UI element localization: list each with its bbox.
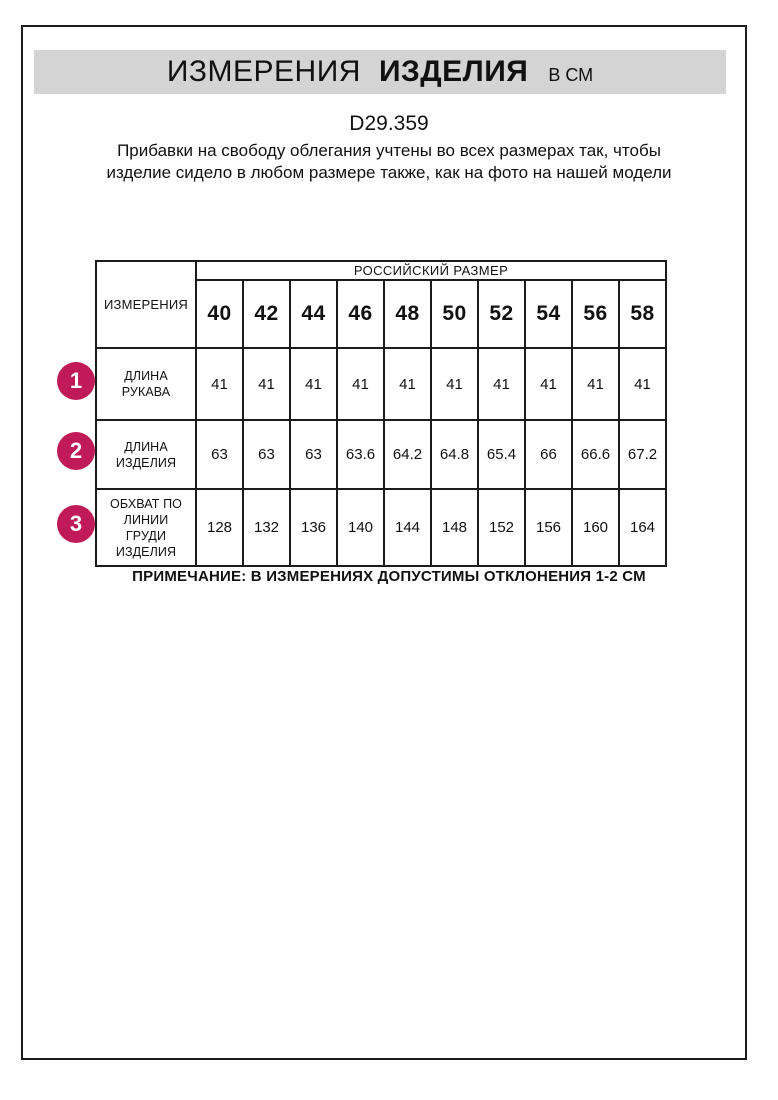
size-header-cell: 40 — [196, 280, 243, 348]
value-cell: 152 — [478, 489, 525, 566]
value-cell: 160 — [572, 489, 619, 566]
product-code: D29.359 — [349, 112, 429, 135]
size-header-cell: 56 — [572, 280, 619, 348]
value-cell: 41 — [525, 348, 572, 420]
size-header-cell: 54 — [525, 280, 572, 348]
row-marker-3: 3 — [57, 505, 95, 543]
russian-size-header-cell: РОССИЙСКИЙ РАЗМЕР — [196, 261, 666, 280]
value-cell: 63 — [290, 420, 337, 489]
value-cell: 164 — [619, 489, 666, 566]
value-cell: 148 — [431, 489, 478, 566]
value-cell: 66 — [525, 420, 572, 489]
value-cell: 128 — [196, 489, 243, 566]
size-header-cell: 48 — [384, 280, 431, 348]
title-bar — [34, 50, 726, 94]
table-row-sleeve-length — [96, 348, 666, 420]
value-cell: 41 — [290, 348, 337, 420]
tolerance-note: ПРИМЕЧАНИЕ: В ИЗМЕРЕНИЯХ ДОПУСТИМЫ ОТКЛОНЕНИЯ 1-2 СМ — [132, 568, 646, 585]
fit-description: Прибавки на свободу облегания учтены во всех размерах так, чтобы изделие сидело в любом размере также, как на фото на нашей модели — [106, 141, 672, 182]
table-row-item-length — [96, 420, 666, 489]
value-cell: 41 — [337, 348, 384, 420]
page-title-unit: В СМ — [548, 64, 594, 85]
row-marker-2: 2 — [57, 432, 95, 470]
value-cell: 132 — [243, 489, 290, 566]
value-cell: 65.4 — [478, 420, 525, 489]
size-header-cell: 42 — [243, 280, 290, 348]
row-marker-1: 1 — [57, 362, 95, 400]
size-header-cell: 52 — [478, 280, 525, 348]
row-label-cell: ДЛИНА ИЗДЕЛИЯ — [96, 420, 196, 489]
value-cell: 140 — [337, 489, 384, 566]
size-header-cell: 46 — [337, 280, 384, 348]
value-cell: 41 — [196, 348, 243, 420]
value-cell: 41 — [243, 348, 290, 420]
value-cell: 41 — [384, 348, 431, 420]
page-title-product: ИЗДЕЛИЯ — [378, 55, 529, 88]
value-cell: 63 — [196, 420, 243, 489]
value-cell: 67.2 — [619, 420, 666, 489]
size-table — [95, 260, 667, 567]
value-cell: 64.2 — [384, 420, 431, 489]
value-cell: 144 — [384, 489, 431, 566]
value-cell: 41 — [478, 348, 525, 420]
value-cell: 156 — [525, 489, 572, 566]
size-header-cell: 44 — [290, 280, 337, 348]
value-cell: 41 — [572, 348, 619, 420]
measurements-header-cell: ИЗМЕРЕНИЯ — [96, 261, 196, 348]
value-cell: 41 — [431, 348, 478, 420]
table-row-group-header — [96, 261, 666, 280]
value-cell: 41 — [619, 348, 666, 420]
value-cell: 63 — [243, 420, 290, 489]
page-title: ИЗМЕРЕНИЯ — [166, 55, 361, 88]
size-table-wrap — [95, 260, 667, 567]
value-cell: 63.6 — [337, 420, 384, 489]
table-row-chest-girth — [96, 489, 666, 566]
value-cell: 136 — [290, 489, 337, 566]
row-label-cell: ОБХВАТ ПО ЛИНИИ ГРУДИ ИЗДЕЛИЯ — [96, 489, 196, 566]
size-header-cell: 58 — [619, 280, 666, 348]
size-header-cell: 50 — [431, 280, 478, 348]
value-cell: 64.8 — [431, 420, 478, 489]
value-cell: 66.6 — [572, 420, 619, 489]
row-label-cell: ДЛИНА РУКАВА — [96, 348, 196, 420]
